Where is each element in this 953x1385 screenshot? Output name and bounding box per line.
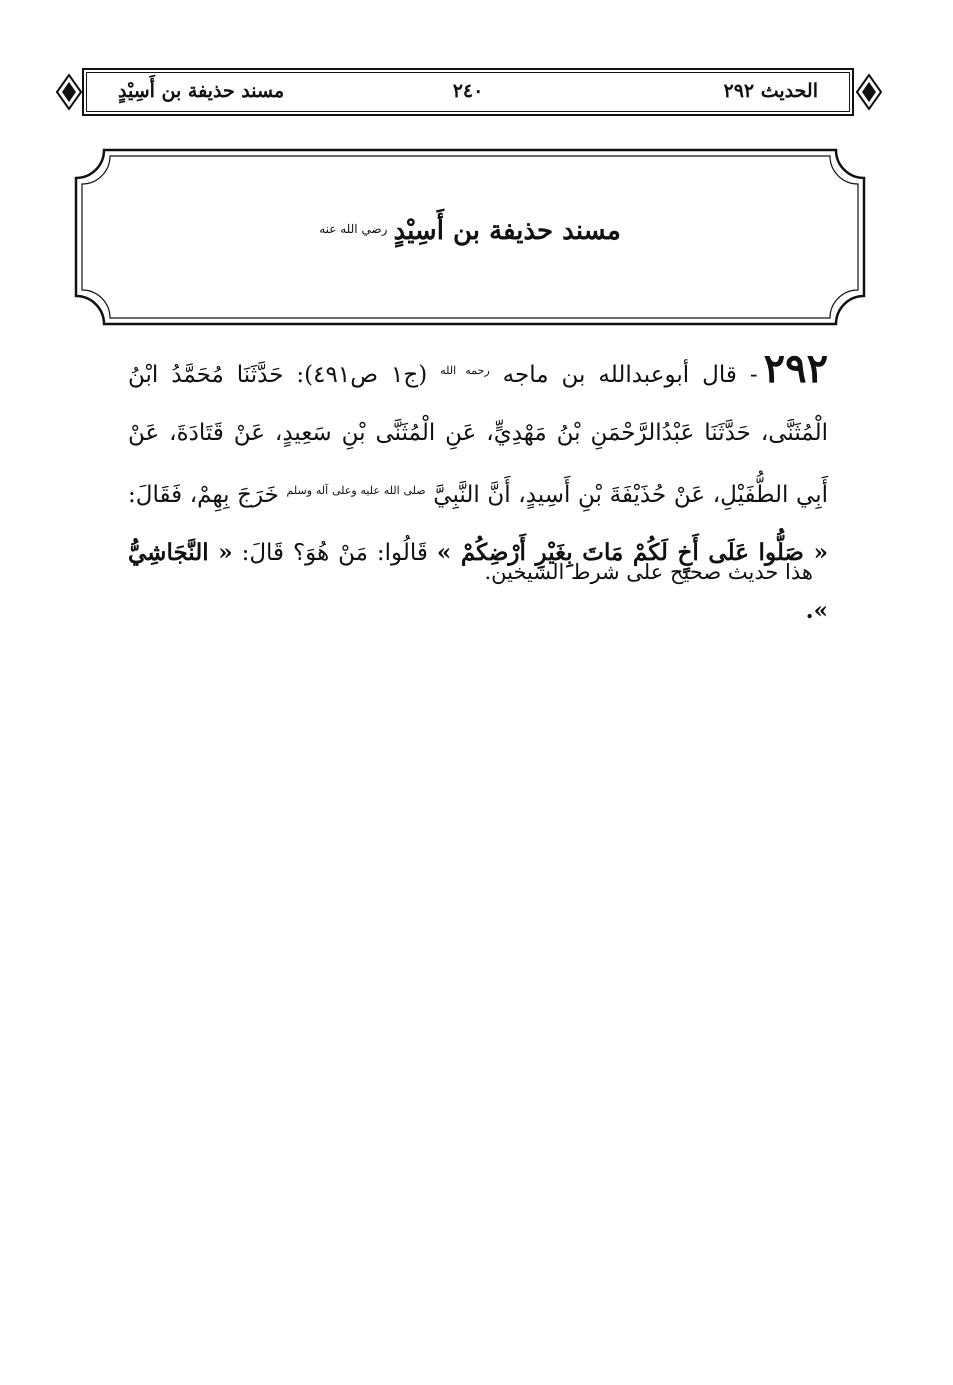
prophet-saying-2: « النَّجَاشِيُّ ». <box>128 539 828 624</box>
running-header <box>82 68 854 116</box>
hadith-dash: - <box>749 362 758 388</box>
header-page-number: ٢٤٠ <box>452 80 484 102</box>
chapter-honorific: رضي الله عنه <box>319 222 388 236</box>
chapter-title <box>74 216 866 246</box>
header-hadith-number: الحديث ٢٩٢ <box>723 80 818 102</box>
hadith-intro: قال أبوعبدالله بن ماجه <box>502 362 737 388</box>
matn-lead: خَرَجَ بِهِمْ، فَقَالَ: <box>128 482 279 508</box>
companions-question: قَالُوا: مَنْ هُوَ؟ قَالَ: <box>241 540 428 566</box>
header-ornament-right <box>856 74 882 110</box>
header-ornament-left <box>56 74 82 110</box>
prophet-honorific: صلى الله عليه وعلى آله وسلم <box>286 484 426 497</box>
hadith-text <box>128 340 828 640</box>
header-chapter-title: مسند حذيفة بن أَسِيْدٍ <box>118 80 285 102</box>
chapter-title-frame <box>74 148 866 326</box>
isnad-chain: حَدَّثَنَا مُحَمَّدُ ابْنُ الْمُثَنَّى، حَدَّثَنَا عَبْدُالرَّحْمَنِ بْنُ مَهْدِيٍّ، عَنِ الْمُثَنَّى بْنِ سَعِيدٍ، عَنْ قَتَادَةَ، عَنْ أَبِي الطُّفَيْلِ، عَنْ حُذَيْفَةَ بْنِ أَسِيدٍ، أَنَّ النَّبِيَّ <box>128 362 829 508</box>
chapter-title-text: مسند حذيفة بن أَسِيْدٍ <box>393 216 621 246</box>
prophet-saying-1: « صَلُّوا عَلَى أَخٍ لَكُمْ مَاتَ بِغَيْرِ أَرْضِكُمْ » <box>436 539 828 566</box>
hadith-number: ٢٩٢ <box>763 345 829 392</box>
grading-note: هذا حديث صحيح على شرط الشيخين. <box>484 560 813 584</box>
source-reference: (ج١ ص٤٩١): <box>296 362 428 388</box>
author-honorific: رحمه الله <box>440 364 490 377</box>
